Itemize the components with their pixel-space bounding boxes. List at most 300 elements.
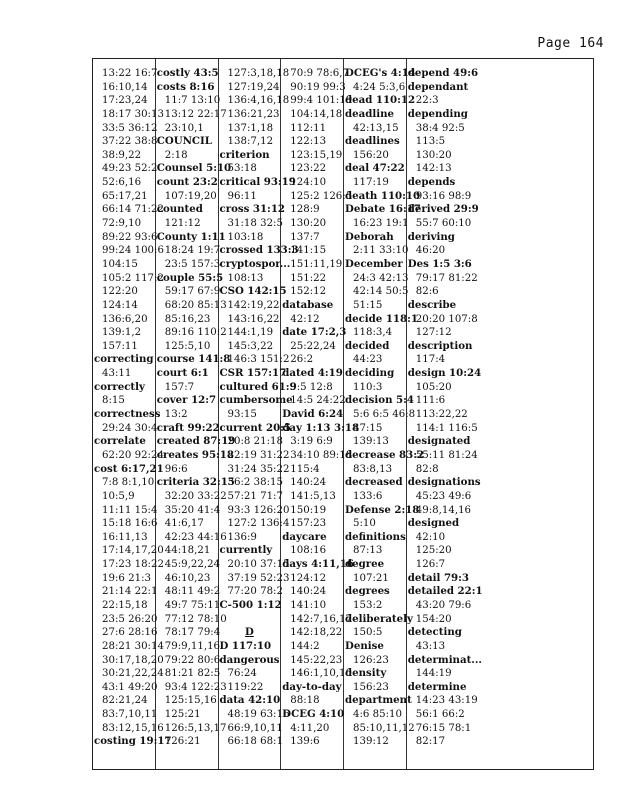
index-reference: 127:12	[415, 327, 452, 339]
index-reference: 125:2 126:5	[290, 190, 353, 202]
index-term: correlate	[94, 435, 146, 448]
index-reference: 104:15	[102, 258, 138, 270]
index-reference: 16:10,14	[102, 81, 148, 93]
index-reference: 66:9,10,11	[227, 722, 283, 734]
index-term: COUNCIL	[156, 135, 212, 148]
index-reference: 139:12	[353, 736, 389, 748]
index-reference: 15:18 16:6	[102, 518, 158, 530]
index-reference: 87:13	[353, 545, 383, 557]
index-reference: 141:5,13	[290, 490, 336, 502]
index-reference: 150:5	[353, 627, 383, 639]
index-reference: 89:22 93:6	[102, 231, 158, 243]
index-reference: 108:13	[227, 272, 264, 284]
index-reference: 49:7 75:11	[164, 599, 221, 611]
index-reference: 42:12	[290, 313, 320, 325]
index-term: description	[407, 339, 473, 352]
index-reference: 79:17 81:22	[415, 272, 478, 284]
index-reference: 13:22 16:7	[102, 68, 158, 79]
index-reference: 51:15	[353, 299, 383, 311]
index-term: Defense 2:18	[345, 503, 420, 516]
index-reference: 105:2 117:2	[102, 272, 164, 284]
index-reference: 154:20	[415, 613, 452, 625]
index-reference: 115:4	[290, 463, 320, 475]
index-reference: 89:16 110:2	[164, 327, 227, 339]
index-reference: 31:24 35:22	[227, 463, 290, 475]
index-term: designations	[407, 476, 481, 489]
index-reference: 43:1 49:20	[102, 681, 158, 693]
index-term: currently	[219, 544, 273, 557]
index-reference: 42:13,15	[353, 122, 399, 134]
index-term: course 141:8	[156, 353, 231, 366]
index-reference: 72:9,10	[102, 218, 142, 230]
index-term: days 4:11,16	[282, 558, 354, 571]
index-reference: 21:14 22:1	[102, 586, 158, 598]
index-term: dead 110:12	[345, 94, 416, 107]
index-reference: 56:1 66:2	[415, 709, 465, 721]
index-term: degree	[345, 558, 385, 571]
index-reference: 119:22	[227, 681, 264, 693]
index-table	[92, 58, 594, 770]
index-term: costly 43:5	[156, 67, 219, 79]
index-reference: 121:12	[164, 218, 201, 230]
index-term: day-to-day	[282, 680, 342, 693]
index-term: DCEG's 4:14	[345, 67, 416, 79]
index-reference: 142:18,22	[290, 627, 343, 639]
index-reference: 28:21 30:14	[102, 640, 164, 652]
index-reference: 144:1,19	[227, 327, 274, 339]
index-reference: 150:19	[290, 504, 327, 516]
index-term: determinat...	[407, 653, 482, 666]
index-term: dated 4:19	[282, 367, 343, 380]
index-reference: 125:5,10	[164, 340, 211, 352]
index-reference: 82:8	[415, 463, 439, 475]
index-term: creates 95:18	[156, 448, 234, 461]
index-reference: 37:19 52:23	[227, 572, 290, 584]
index-reference: 122:20	[102, 286, 138, 298]
index-term: count 23:2	[156, 176, 218, 189]
index-reference: 16:23 19:1	[353, 218, 409, 230]
index-reference: 66:18 68:1	[227, 736, 283, 748]
index-reference: 141:15	[290, 245, 327, 257]
index-reference: 13:2	[164, 409, 188, 421]
index-term: couple 55:5	[156, 271, 224, 284]
index-term: design 10:24	[407, 367, 482, 380]
index-term: definitions	[345, 530, 406, 543]
index-reference: 7:8 8:1,10	[102, 477, 155, 489]
index-reference: 22:15,18	[102, 599, 148, 611]
index-reference: 144:19	[415, 668, 452, 680]
index-term: detail 79:3	[407, 571, 469, 584]
index-reference: 83:7,10,11	[102, 709, 158, 721]
index-term: craft 99:22	[156, 421, 220, 434]
index-reference: 138:7,12	[227, 136, 274, 148]
index-reference: 117:4	[415, 354, 446, 366]
page-number: Page 164	[537, 36, 604, 51]
index-reference: 124:14	[102, 299, 138, 311]
index-term: depends	[407, 176, 456, 189]
index-reference: 112:11	[290, 122, 327, 134]
index-reference: 70:9 78:6,7	[290, 68, 349, 79]
index-term: describe	[407, 298, 457, 311]
index-reference: 36:2 38:15	[227, 477, 283, 489]
index-reference: 82:21,24	[102, 695, 148, 707]
index-term: department	[345, 694, 412, 707]
index-reference: 19:6 21:3	[102, 572, 151, 584]
index-reference: 4:24 5:3,6	[353, 81, 406, 93]
index-term: database	[282, 298, 334, 311]
index-term: decision 5:4	[345, 394, 414, 407]
index-reference: 82:17	[415, 736, 446, 748]
index-reference: 146:1,10,10	[290, 668, 353, 680]
index-reference: 156:23	[353, 681, 389, 693]
index-reference: 126:21	[164, 736, 201, 748]
index-reference: 38:4 92:5	[415, 122, 465, 134]
index-column-5	[344, 59, 425, 769]
index-reference: 157:11	[102, 340, 138, 352]
section-letter: D	[244, 626, 254, 639]
index-term: designated	[407, 435, 471, 448]
index-reference: 11:11 15:4	[102, 504, 158, 516]
index-term: deliberately	[345, 612, 413, 625]
index-reference: 93:16 98:9	[415, 190, 472, 202]
index-reference: 127:3,18,18	[227, 68, 290, 79]
index-reference: 128:9	[290, 204, 320, 216]
index-reference: 77:12 78:10	[164, 613, 227, 625]
index-reference: 126:23	[353, 654, 389, 666]
index-reference: 136:6,20	[102, 313, 148, 325]
index-reference: 23:5 26:20	[102, 613, 158, 625]
index-reference: 22:3	[415, 95, 439, 107]
index-term: criterion	[219, 148, 270, 161]
index-reference: 3:19 6:9	[290, 436, 333, 448]
index-reference: 59:17 67:9	[164, 286, 221, 298]
index-reference: 124:12	[290, 572, 327, 584]
index-reference: 8:15	[102, 395, 125, 407]
index-term: criteria 32:15	[156, 476, 235, 489]
index-reference: 33:5 36:12	[102, 122, 158, 134]
index-term: County 1:11	[156, 230, 226, 243]
index-reference: 157:7	[164, 381, 195, 393]
index-reference: 44:18,21	[164, 545, 211, 557]
index-reference: 85:16,23	[164, 313, 211, 325]
index-reference: 17:23 18:22	[102, 559, 164, 571]
index-reference: 151:11,19	[290, 258, 343, 270]
index-reference: 42:23 44:16	[164, 531, 227, 543]
index-reference: 140:24	[290, 586, 327, 598]
index-reference: 125:20	[415, 545, 452, 557]
index-reference: 16:11,13	[102, 531, 148, 543]
index-reference: 46:20	[415, 245, 446, 257]
index-term: costing 19:17	[94, 735, 172, 748]
index-reference: 32:20 33:22	[164, 490, 227, 502]
index-reference: 30:17,18,20	[102, 654, 164, 666]
index-reference: 118:3,4	[353, 327, 393, 339]
index-reference: 79:22 80:6	[164, 654, 221, 666]
index-term: correctly	[94, 380, 145, 393]
index-reference: 96:11	[227, 190, 257, 202]
index-reference: 55:7 60:10	[415, 218, 472, 230]
index-reference: 48:11 49:2	[164, 586, 221, 598]
index-reference: 93:4 122:23	[164, 681, 227, 693]
index-reference: 113:22,22	[415, 409, 468, 421]
index-reference: 62:20 92:24	[102, 449, 164, 461]
index-term: decided	[345, 339, 390, 352]
index-reference: 125:15,16	[164, 695, 217, 707]
index-reference: 130:20	[415, 149, 452, 161]
index-reference: 83:12,15,16	[102, 722, 164, 734]
index-reference: 96:6	[164, 463, 188, 475]
index-term: designed	[407, 517, 460, 530]
index-reference: 2:11 33:10	[353, 245, 409, 257]
index-reference: 49:8,14,16	[415, 504, 472, 516]
index-reference: 20:10 37:15	[227, 559, 290, 571]
index-reference: 38:9,22	[102, 149, 142, 161]
index-reference: 66:14 71:22	[102, 204, 164, 216]
index-reference: 107:19,20	[164, 190, 217, 202]
index-reference: 37:22 38:8	[102, 136, 158, 148]
index-reference: 143:16,22	[227, 313, 280, 325]
index-reference: 52:6,16	[102, 177, 142, 189]
index-term: David 6:24	[282, 408, 344, 421]
index-reference: 18:17 30:13	[102, 108, 164, 120]
index-reference: 45:23 49:6	[415, 490, 472, 502]
index-reference: 43:13	[415, 640, 446, 652]
index-term: daycare	[282, 530, 327, 543]
index-reference: 77:20 78:2	[227, 586, 283, 598]
index-term: correctness	[94, 408, 161, 421]
index-reference: 139:13	[353, 436, 389, 448]
index-reference: 157:23	[290, 518, 327, 530]
index-reference: 31:18 32:5	[227, 218, 283, 230]
index-reference: 42:10	[415, 531, 446, 543]
index-column-1	[93, 59, 172, 769]
index-reference: 24:3 42:13	[353, 272, 409, 284]
index-reference: 146:3 151:2	[227, 354, 290, 366]
index-term: derived 29:9	[407, 203, 479, 216]
index-reference: 139:1,2	[102, 327, 142, 339]
index-term: date 17:2,3	[282, 326, 347, 339]
index-reference: 14:5 24:22	[290, 395, 346, 407]
index-reference: 125:21	[164, 709, 201, 721]
index-reference: 17:14,17,20	[102, 545, 164, 557]
index-term: decide 118:1	[345, 312, 418, 325]
index-reference: 14:23 43:19	[415, 695, 478, 707]
index-reference: 107:21	[353, 572, 389, 584]
index-reference: 35:20 41:4	[164, 504, 221, 516]
index-term: D 117:10	[219, 639, 272, 652]
index-term: deriving	[407, 230, 455, 243]
index-term: deadline	[345, 107, 394, 120]
index-column-3	[219, 59, 299, 769]
index-reference: 153:2	[353, 599, 383, 611]
index-reference: 152:12	[290, 286, 327, 298]
index-reference: 65:17,21	[102, 190, 148, 202]
index-term: cryptospor...	[219, 257, 291, 270]
index-reference: 137:7	[290, 231, 320, 243]
index-term: dangerous	[219, 653, 280, 666]
index-reference: 46:10,23	[164, 572, 211, 584]
index-column-4	[281, 59, 360, 769]
index-term: DCEG 4:10	[282, 708, 345, 721]
index-reference: 25:22,24	[290, 340, 336, 352]
index-reference: 41:6,17	[164, 518, 204, 530]
index-reference: 127:19,24	[227, 81, 280, 93]
index-term: deadlines	[345, 135, 400, 148]
index-reference: 44:23	[353, 354, 383, 366]
index-reference: 104:14,18	[290, 108, 343, 120]
index-reference: 114:1 116:5	[415, 422, 478, 434]
index-term: decrease 83:2	[345, 448, 425, 461]
index-reference: 142:19,22	[227, 299, 280, 311]
index-reference: 93:15	[227, 409, 257, 421]
index-reference: 53:18	[227, 163, 257, 175]
index-reference: 123:15,19	[290, 149, 343, 161]
index-reference: 23:10,1	[164, 122, 204, 134]
index-reference: 117:19	[353, 177, 389, 189]
index-term: current 20:5	[219, 421, 292, 434]
index-column-2	[156, 59, 236, 769]
index-reference: 20:8 21:18	[227, 436, 283, 448]
index-reference: 17:23,24	[102, 95, 148, 107]
index-reference: 45:9,22,24	[164, 559, 221, 571]
index-term: created 87:19	[156, 435, 236, 448]
index-term: cumbersome	[219, 394, 293, 407]
index-term: correcting	[94, 353, 154, 366]
index-reference: 124:10	[290, 177, 327, 189]
index-reference: 126:5,13,17	[164, 722, 227, 734]
index-reference: 156:20	[353, 149, 389, 161]
index-term: cost 6:17,21	[94, 462, 164, 475]
index-term: CSR 157:17	[219, 367, 287, 380]
index-reference: 142:13	[415, 163, 452, 175]
index-reference: 2:18	[164, 149, 188, 161]
index-term: dependant	[407, 80, 469, 93]
index-reference: 68:20 85:13	[164, 299, 227, 311]
index-term: density	[345, 667, 387, 680]
index-term: detailed 22:1	[407, 585, 483, 598]
index-reference: 5:10	[353, 518, 376, 530]
index-term: deciding	[345, 367, 395, 380]
index-term: critical 93:19	[219, 176, 296, 189]
index-term: depend 49:6	[407, 67, 479, 79]
index-reference: 127:2 136:4	[227, 518, 290, 530]
index-reference: 10:5,9	[102, 490, 135, 502]
index-reference: 88:18	[290, 695, 320, 707]
index-reference: 81:21 82:5	[164, 668, 221, 680]
index-term: Deborah	[345, 230, 394, 243]
index-reference: 85:10,11,12	[353, 722, 415, 734]
index-reference: 103:18	[227, 231, 264, 243]
index-reference: 55:11 81:24	[415, 449, 478, 461]
index-term: cross 31:12	[219, 203, 285, 216]
index-term: degrees	[345, 585, 390, 598]
index-reference: 99:24 100:6	[102, 245, 164, 257]
index-reference: 43:11	[102, 368, 132, 380]
index-reference: 9:5 12:8	[290, 381, 333, 393]
index-reference: 136:9	[227, 531, 257, 543]
index-reference: 130:20	[290, 218, 327, 230]
index-reference: 4:6 85:10	[353, 709, 402, 721]
index-term: data 42:10	[219, 694, 281, 707]
index-reference: 18:24 19:7	[164, 245, 221, 257]
index-term: December	[345, 257, 403, 270]
index-reference: 126:7	[415, 559, 446, 571]
index-reference: 110:3	[353, 381, 383, 393]
index-reference: 57:21 71:7	[227, 490, 283, 502]
index-reference: 151:22	[290, 272, 327, 284]
index-reference: 30:21,22,24	[102, 668, 164, 680]
index-reference: 141:10	[290, 599, 327, 611]
index-reference: 123:22	[290, 163, 327, 175]
index-term: CSO 142:15	[219, 285, 287, 298]
index-reference: 83:8,13	[353, 463, 393, 475]
index-term: cover 12:7	[156, 394, 217, 407]
index-reference: 105:20	[415, 381, 452, 393]
index-reference: 11:7 13:10	[164, 95, 221, 107]
index-term: death 110:10	[345, 189, 421, 202]
index-reference: 113:5	[415, 136, 446, 148]
index-column-6	[407, 59, 483, 769]
index-reference: 136:21,23	[227, 108, 280, 120]
index-reference: 26:2	[290, 354, 314, 366]
index-term: deal 47:22	[345, 162, 405, 175]
index-reference: 29:24 30:4	[102, 422, 158, 434]
index-reference: 82:6	[415, 286, 439, 298]
index-reference: 144:2	[290, 640, 320, 652]
index-reference: 4:11,20	[290, 722, 330, 734]
index-reference: 142:7,16,17	[290, 613, 353, 625]
index-reference: 122:13	[290, 136, 327, 148]
index-reference: 78:17 79:4	[164, 627, 221, 639]
index-reference: 48:19 63:16	[227, 709, 290, 721]
index-term: counted	[156, 203, 203, 216]
index-term: detecting	[407, 626, 462, 639]
index-term: crossed 133:3	[219, 244, 299, 257]
index-reference: 140:24	[290, 477, 327, 489]
index-reference: 137:1,18	[227, 122, 274, 134]
index-reference: 133:6	[353, 490, 383, 502]
index-reference: 47:15	[353, 422, 383, 434]
index-reference: 22:19 31:22	[227, 449, 290, 461]
index-term: court 6:1	[156, 367, 209, 380]
index-term: Counsel 5:10	[156, 162, 232, 175]
index-reference: 20:20 107:8	[415, 313, 478, 325]
index-reference: 136:4,16,18	[227, 95, 290, 107]
index-term: day 1:13 3:18	[282, 421, 360, 434]
index-reference: 5:6 6:5 46:8	[353, 409, 416, 421]
index-reference: 49:23 52:2	[102, 163, 158, 175]
index-term: costs 8:16	[156, 80, 215, 93]
index-reference: 90:19 99:3	[290, 81, 346, 93]
index-term: depending	[407, 107, 468, 120]
index-reference: 79:9,11,16	[164, 640, 221, 652]
index-reference: 93:3 126:20	[227, 504, 290, 516]
index-reference: 27:6 28:16	[102, 627, 158, 639]
index-reference: 13:12 22:17	[164, 108, 227, 120]
index-reference: 108:16	[290, 545, 327, 557]
index-term: C-500 1:12	[219, 598, 282, 611]
index-reference: 145:3,22	[227, 340, 274, 352]
index-reference: 111:6	[415, 395, 446, 407]
index-reference: 145:22,23	[290, 654, 343, 666]
index-reference: 76:15 78:1	[415, 722, 472, 734]
index-term: Debate 16:17	[345, 203, 421, 216]
blank-line	[219, 613, 281, 627]
index-reference: 23:5 157:3	[164, 258, 221, 270]
index-reference: 34:10 89:18	[290, 449, 353, 461]
index-term: Denise	[345, 639, 384, 652]
index-term: decreased	[345, 476, 403, 489]
